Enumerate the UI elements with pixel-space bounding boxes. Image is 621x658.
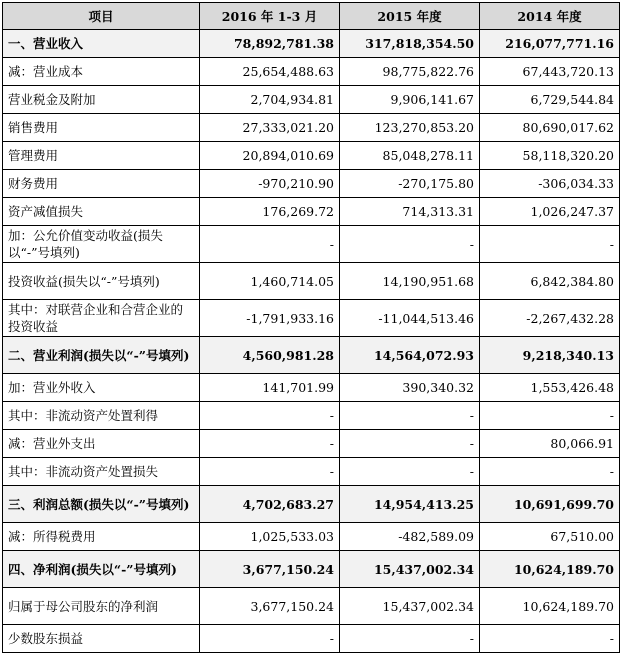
- row-value-v2: -: [340, 458, 480, 486]
- row-value-v2: 98,775,822.76: [340, 58, 480, 86]
- row-value-v2: 9,906,141.67: [340, 86, 480, 114]
- row-label: 减：营业外支出: [3, 430, 200, 458]
- row-value-v3: 80,066.91: [480, 430, 620, 458]
- row-value-v2: -11,044,513.46: [340, 300, 480, 337]
- table-row: [3, 30, 620, 58]
- row-label: 其中：非流动资产处置利得: [3, 402, 200, 430]
- row-label: 其中：非流动资产处置损失: [3, 458, 200, 486]
- row-value-v2: -482,589.09: [340, 523, 480, 551]
- row-value-v3: 10,691,699.70: [480, 486, 620, 523]
- row-value-v3: -: [480, 226, 620, 263]
- row-value-v3: 1,553,426.48: [480, 374, 620, 402]
- row-label: 管理费用: [3, 142, 200, 170]
- row-value-v3: 80,690,017.62: [480, 114, 620, 142]
- row-label: 销售费用: [3, 114, 200, 142]
- row-label: 营业税金及附加: [3, 86, 200, 114]
- row-label: 减：营业成本: [3, 58, 200, 86]
- table-row: [3, 402, 620, 430]
- row-value-v1: 20,894,010.69: [200, 142, 340, 170]
- row-value-v1: 3,677,150.24: [200, 588, 340, 625]
- table-row: [3, 551, 620, 588]
- row-value-v3: 6,729,544.84: [480, 86, 620, 114]
- table-row: [3, 458, 620, 486]
- table-row: [3, 300, 620, 337]
- table-row: [3, 226, 620, 263]
- row-value-v1: -: [200, 430, 340, 458]
- row-label: 三、利润总额(损失以“-”号填列): [3, 486, 200, 523]
- row-label: 少数股东损益: [3, 625, 200, 653]
- row-value-v1: 27,333,021.20: [200, 114, 340, 142]
- row-label: 投资收益(损失以“-”号填列): [3, 263, 200, 300]
- row-value-v3: -2,267,432.28: [480, 300, 620, 337]
- table-row: [3, 523, 620, 551]
- row-label: 一、营业收入: [3, 30, 200, 58]
- row-value-v2: 714,313.31: [340, 198, 480, 226]
- row-value-v1: 3,677,150.24: [200, 551, 340, 588]
- row-label: 二、营业利润(损失以“-”号填列): [3, 337, 200, 374]
- row-value-v2: 15,437,002.34: [340, 588, 480, 625]
- row-value-v2: -: [340, 430, 480, 458]
- row-value-v1: -: [200, 625, 340, 653]
- header-2015: 2015 年度: [340, 3, 480, 30]
- header-row: [3, 3, 620, 30]
- row-value-v2: 317,818,354.50: [340, 30, 480, 58]
- row-value-v1: 4,702,683.27: [200, 486, 340, 523]
- table-row: [3, 625, 620, 653]
- row-value-v1: 4,560,981.28: [200, 337, 340, 374]
- row-label: 四、净利润(损失以“-”号填列): [3, 551, 200, 588]
- row-value-v3: 67,443,720.13: [480, 58, 620, 86]
- table-row: [3, 86, 620, 114]
- row-value-v3: 9,218,340.13: [480, 337, 620, 374]
- row-label: 归属于母公司股东的净利润: [3, 588, 200, 625]
- row-value-v2: 14,564,072.93: [340, 337, 480, 374]
- row-value-v2: -: [340, 625, 480, 653]
- header-2014: 2014 年度: [480, 3, 620, 30]
- row-label: 减：所得税费用: [3, 523, 200, 551]
- row-value-v3: -: [480, 625, 620, 653]
- row-value-v3: 216,077,771.16: [480, 30, 620, 58]
- row-value-v2: 85,048,278.11: [340, 142, 480, 170]
- row-value-v1: 1,025,533.03: [200, 523, 340, 551]
- table-row: [3, 430, 620, 458]
- row-value-v3: 67,510.00: [480, 523, 620, 551]
- row-value-v3: -: [480, 402, 620, 430]
- row-label: 加：公允价值变动收益(损失以“-”号填列): [3, 226, 200, 263]
- row-value-v1: -: [200, 458, 340, 486]
- row-label: 资产减值损失: [3, 198, 200, 226]
- row-value-v1: 2,704,934.81: [200, 86, 340, 114]
- table-row: [3, 374, 620, 402]
- row-value-v1: 78,892,781.38: [200, 30, 340, 58]
- row-value-v1: 176,269.72: [200, 198, 340, 226]
- row-label: 其中：对联营企业和合营企业的投资收益: [3, 300, 200, 337]
- row-value-v3: 58,118,320.20: [480, 142, 620, 170]
- row-value-v2: 390,340.32: [340, 374, 480, 402]
- row-label: 加：营业外收入: [3, 374, 200, 402]
- row-value-v3: 10,624,189.70: [480, 588, 620, 625]
- row-value-v2: -: [340, 402, 480, 430]
- row-value-v3: 10,624,189.70: [480, 551, 620, 588]
- row-label: 财务费用: [3, 170, 200, 198]
- row-value-v3: 6,842,384.80: [480, 263, 620, 300]
- row-value-v2: 123,270,853.20: [340, 114, 480, 142]
- row-value-v2: 14,954,413.25: [340, 486, 480, 523]
- table-row: [3, 263, 620, 300]
- row-value-v2: 14,190,951.68: [340, 263, 480, 300]
- header-item: 项目: [3, 3, 200, 30]
- row-value-v3: -: [480, 458, 620, 486]
- table-row: [3, 588, 620, 625]
- table-row: [3, 114, 620, 142]
- row-value-v1: 1,460,714.05: [200, 263, 340, 300]
- table-row: [3, 198, 620, 226]
- row-value-v2: -: [340, 226, 480, 263]
- income-statement-table: [2, 2, 620, 653]
- row-value-v1: 141,701.99: [200, 374, 340, 402]
- table-row: [3, 58, 620, 86]
- table-row: [3, 486, 620, 523]
- table-row: [3, 337, 620, 374]
- row-value-v3: -306,034.33: [480, 170, 620, 198]
- table-row: [3, 142, 620, 170]
- row-value-v2: 15,437,002.34: [340, 551, 480, 588]
- header-2016q1: 2016 年 1-3 月: [200, 3, 340, 30]
- row-value-v1: -970,210.90: [200, 170, 340, 198]
- row-value-v1: -1,791,933.16: [200, 300, 340, 337]
- row-value-v2: -270,175.80: [340, 170, 480, 198]
- row-value-v1: -: [200, 402, 340, 430]
- row-value-v3: 1,026,247.37: [480, 198, 620, 226]
- row-value-v1: 25,654,488.63: [200, 58, 340, 86]
- row-value-v1: -: [200, 226, 340, 263]
- table-row: [3, 170, 620, 198]
